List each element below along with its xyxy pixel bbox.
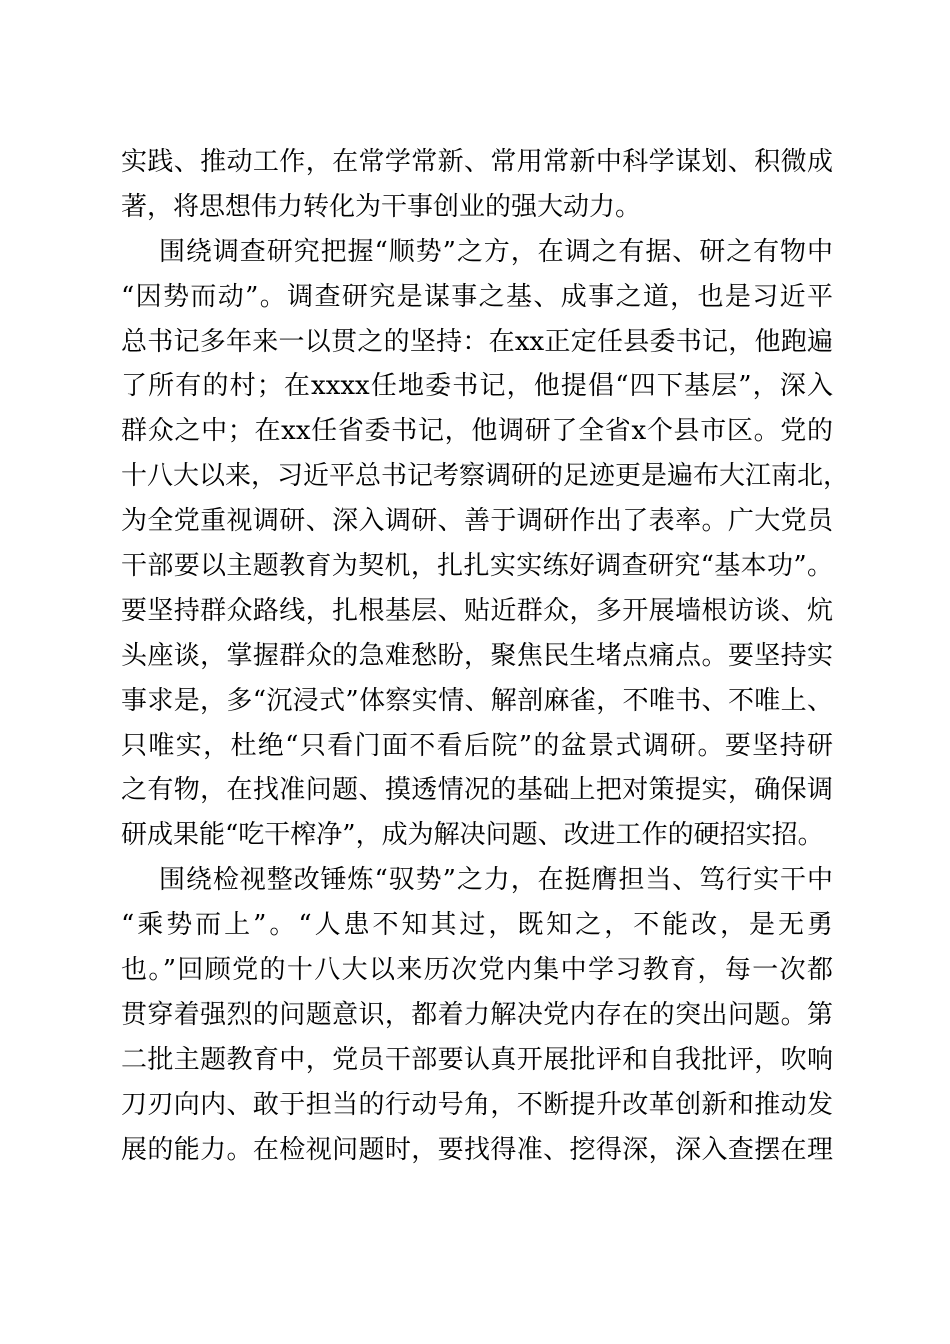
text-line: 了所有的村；在xxxx任地委书记，他提倡“四下基层”，深入 <box>121 371 833 402</box>
text-line: 著，将思想伟力转化为干事创业的强大动力。 <box>121 191 642 222</box>
text-line: 事求是，多“沉浸式”体察实情、解剖麻雀，不唯书、不唯上、 <box>121 685 833 716</box>
text-line: 头座谈，掌握群众的急难愁盼，聚焦民生堵点痛点。要坚持实 <box>121 640 833 671</box>
paragraph-first-line: 围绕调查研究把握“顺势”之方，在调之有据、研之有物中 <box>159 236 833 267</box>
text-line: 要坚持群众路线，扎根基层、贴近群众，多开展墙根访谈、炕 <box>121 595 833 626</box>
text-line: 实践、推动工作，在常学常新、常用常新中科学谋划、积微成 <box>121 147 833 177</box>
text-line: 也。”回顾党的十八大以来历次党内集中学习教育，每一次都 <box>121 955 833 986</box>
text-line: 群众之中；在xx任省委书记，他调研了全省x个县市区。党的 <box>121 416 833 447</box>
text-line: 之有物，在找准问题、摸透情况的基础上把对策提实，确保调 <box>121 775 833 806</box>
text-line: 为全党重视调研、深入调研、善于调研作出了表率。广大党员 <box>121 506 833 537</box>
paragraph-first-line: 围绕检视整改锤炼“驭势”之力，在挺膺担当、笃行实干中 <box>159 865 833 896</box>
text-line: 总书记多年来一以贯之的坚持：在xx正定任县委书记，他跑遍 <box>121 326 833 357</box>
text-line: 刀刃向内、敢于担当的行动号角，不断提升改革创新和推动发 <box>121 1089 833 1120</box>
text-line: 十八大以来，习近平总书记考察调研的足迹更是遍布大江南北， <box>121 461 850 492</box>
text-line: “乘势而上”。“人患不知其过，既知之，不能改，是无勇 <box>121 910 833 941</box>
text-line: “因势而动”。调查研究是谋事之基、成事之道，也是习近平 <box>121 281 833 312</box>
body-text <box>121 140 850 1172</box>
text-line: 贯穿着强烈的问题意识，都着力解决党内存在的突出问题。第 <box>121 999 833 1030</box>
text-line: 只唯实，杜绝“只看门面不看后院”的盆景式调研。要坚持研 <box>121 730 833 761</box>
text-line: 研成果能“吃干榨净”，成为解决问题、改进工作的硬招实招。 <box>121 820 824 851</box>
text-line: 展的能力。在检视问题时，要找得准、挖得深，深入查摆在理 <box>121 1134 833 1165</box>
text-line: 干部要以主题教育为契机，扎扎实实练好调查研究“基本功”。 <box>121 551 833 582</box>
text-line: 二批主题教育中，党员干部要认真开展批评和自我批评，吹响 <box>121 1044 833 1075</box>
